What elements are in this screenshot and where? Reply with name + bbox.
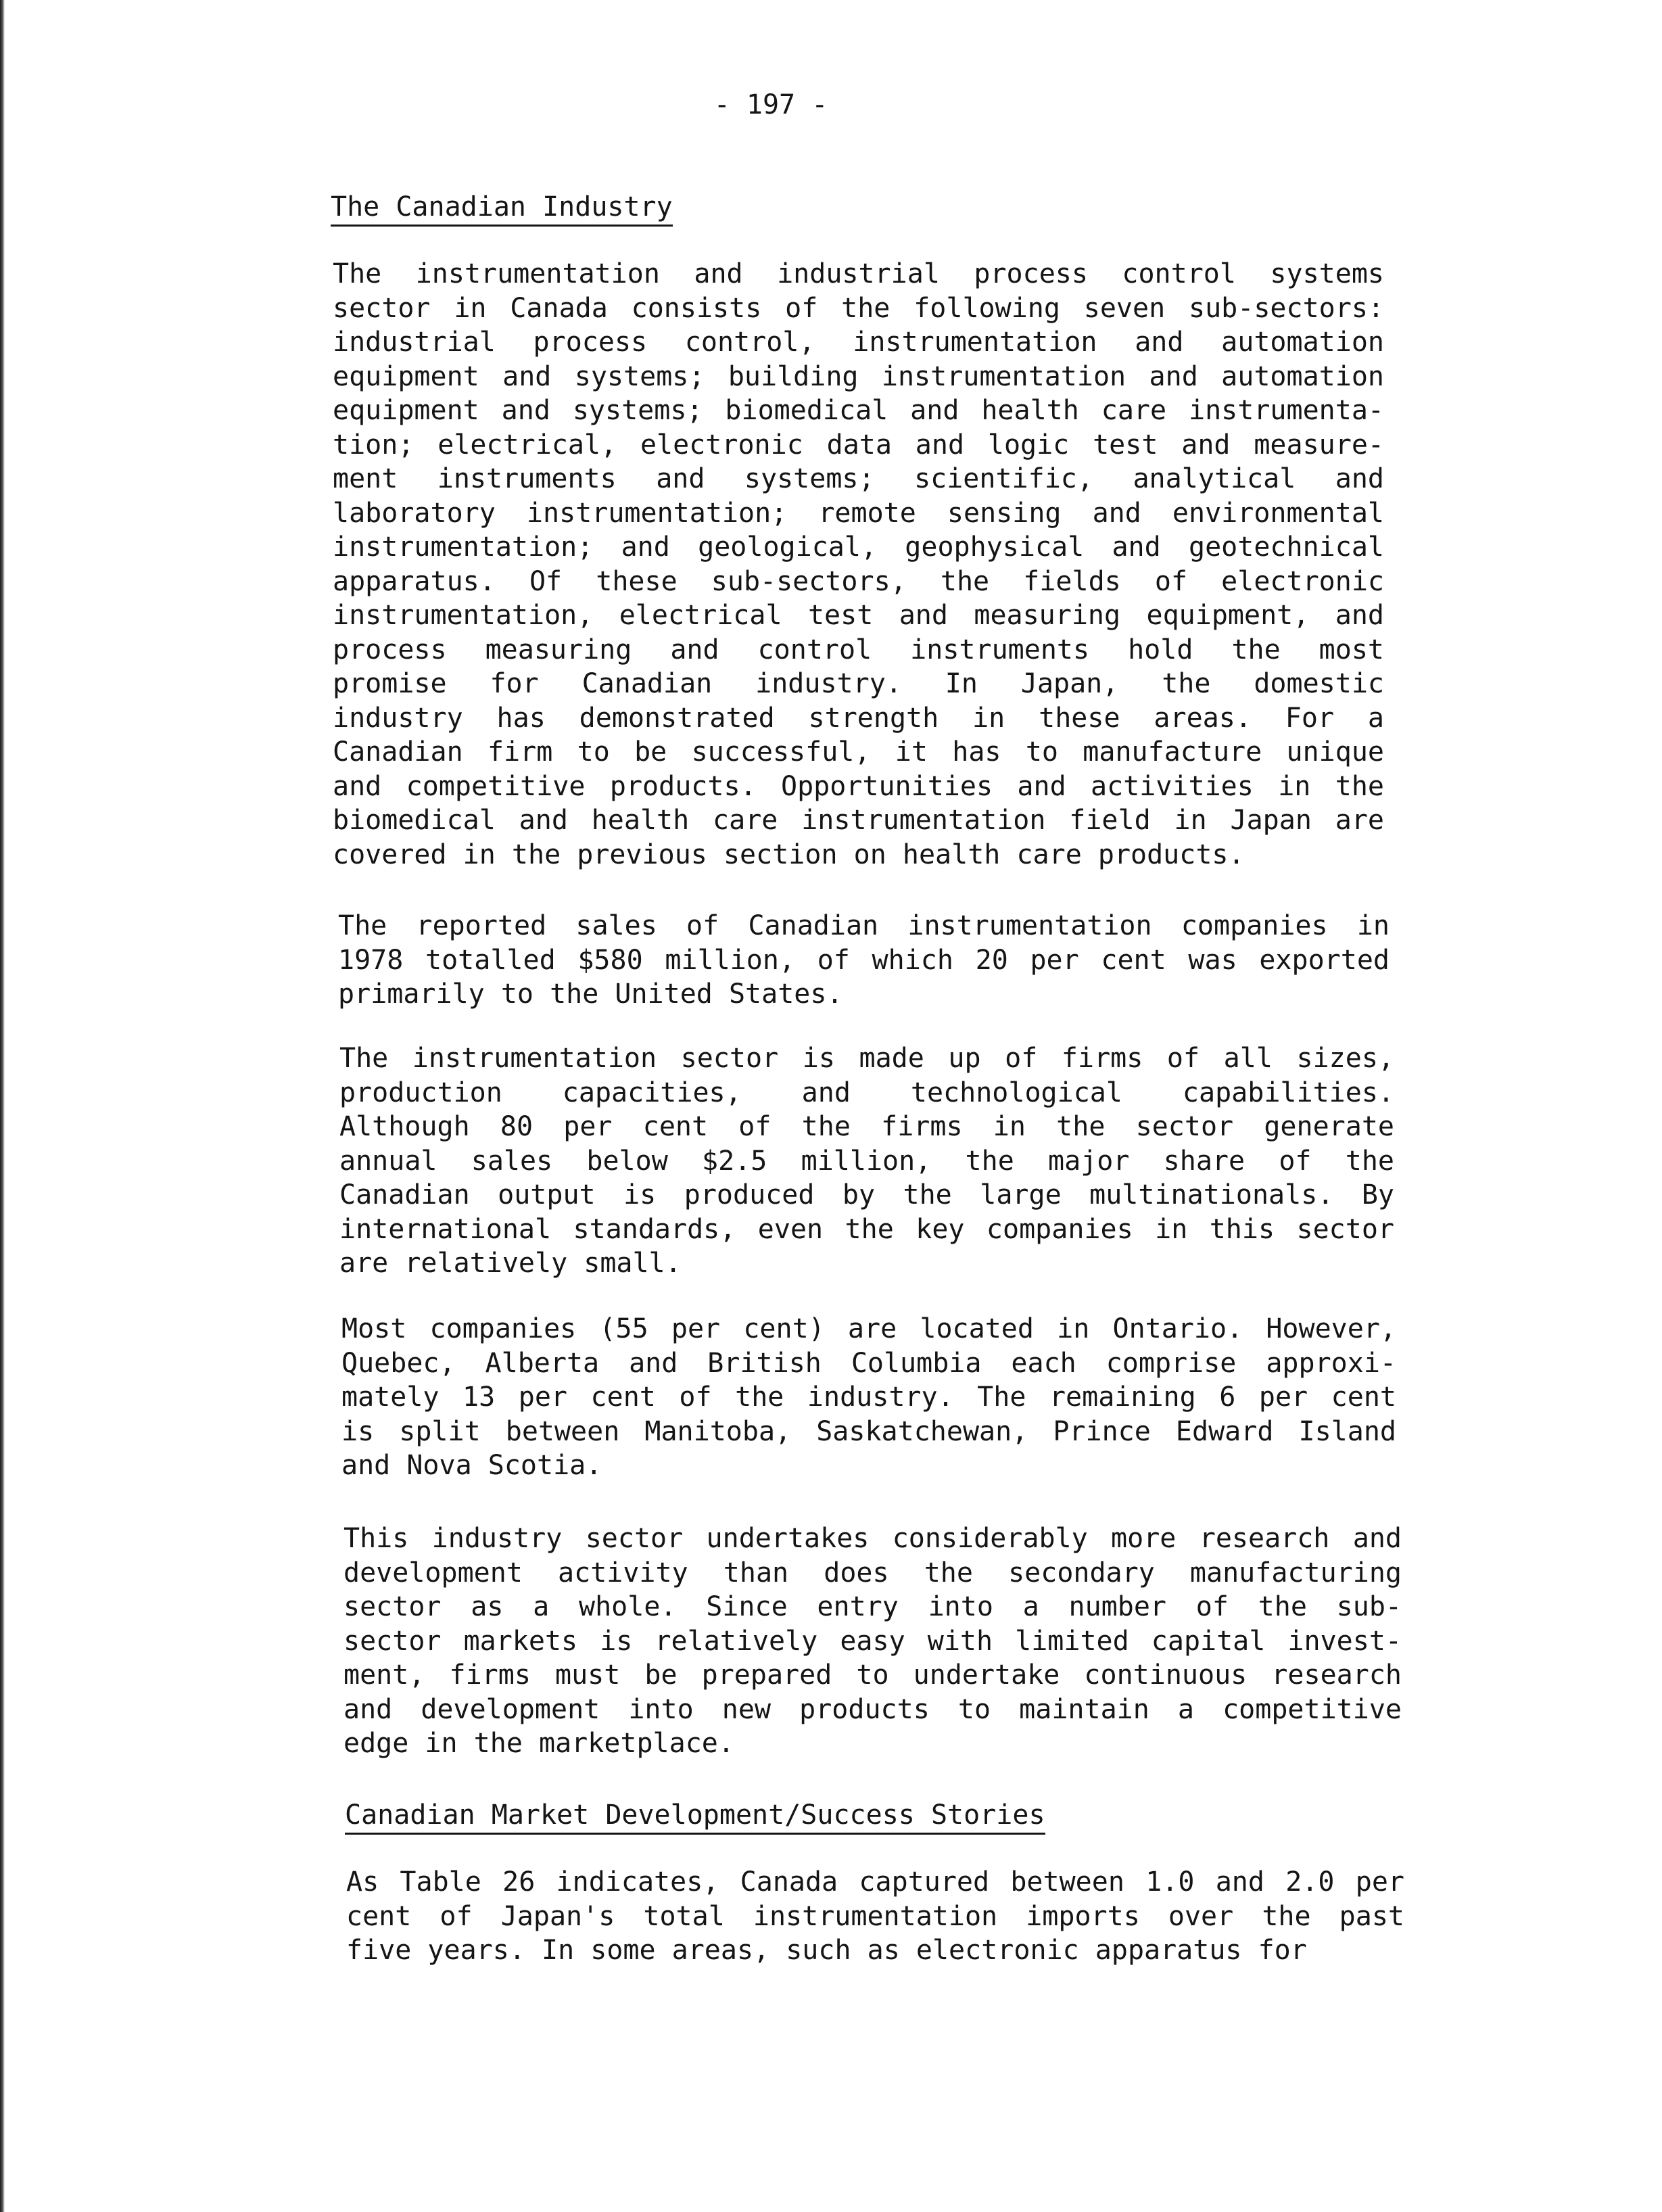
text-line: are relatively small.: [339, 1248, 682, 1279]
text-line: The reported sales of Canadian instrumentation companies in: [338, 910, 1390, 941]
page-left-edge: [0, 0, 5, 2212]
text-line: covered in the previous section on health care products.: [333, 839, 1245, 870]
text-line: international standards, even the key companies in this sector: [339, 1213, 1394, 1245]
text-line: cent of Japan's total instrumentation imports over the past: [346, 1900, 1404, 1932]
text-line: The instrumentation sector is made up of firms of all sizes,: [339, 1043, 1394, 1074]
text-line: is split between Manitoba, Saskatchewan, Prince Edward Island: [341, 1415, 1396, 1447]
paragraph-table-26: [346, 1865, 1404, 1968]
text-line: ment instruments and systems; scientific, analytical and: [333, 463, 1384, 494]
text-line: edge in the marketplace.: [343, 1728, 734, 1759]
text-line: equipment and systems; building instrumentation and automation: [333, 360, 1384, 392]
text-line: process measuring and control instruments hold the most: [333, 634, 1384, 665]
text-line: sector markets is relatively easy with limited capital invest-: [343, 1625, 1402, 1657]
text-line: tion; electrical, electronic data and logic test and measure-: [333, 429, 1384, 461]
paragraph-sub-sectors: [333, 257, 1384, 872]
text-line: 1978 totalled $580 million, of which 20 per cent was exported: [338, 944, 1390, 976]
text-line: Canadian firm to be successful, it has to manufacture unique: [333, 736, 1384, 768]
text-line: instrumentation, electrical test and measuring equipment, and: [333, 600, 1384, 631]
text-line: and development into new products to maintain a competitive: [343, 1693, 1402, 1725]
paragraph-locations: [341, 1312, 1396, 1483]
text-line: sector in Canada consists of the following seven sub-sectors:: [333, 292, 1384, 324]
paragraph-firm-sizes: [339, 1041, 1394, 1281]
text-line: five years. In some areas, such as electronic apparatus for: [346, 1935, 1307, 1966]
section-heading-market-development: Canadian Market Development/Success Stories: [345, 1797, 1045, 1835]
text-line: instrumentation; and geological, geophysical and geotechnical: [333, 532, 1384, 563]
text-line: equipment and systems; biomedical and health care instrumenta-: [333, 395, 1384, 426]
text-line: and competitive products. Opportunities and activities in the: [333, 770, 1384, 802]
text-line: sector as a whole. Since entry into a number of the sub-: [343, 1591, 1402, 1622]
text-line: Most companies (55 per cent) are located in Ontario. However,: [341, 1313, 1396, 1344]
text-line: industrial process control, instrumentation and automation: [333, 327, 1384, 358]
text-line: industry has demonstrated strength in these areas. For a: [333, 702, 1384, 734]
text-line: annual sales below $2.5 million, the major share of the: [339, 1145, 1394, 1177]
text-line: laboratory instrumentation; remote sensing and environmental: [333, 497, 1384, 529]
text-line: This industry sector undertakes considerably more research and: [343, 1523, 1402, 1554]
text-line: ment, firms must be prepared to undertake continuous research: [343, 1660, 1402, 1691]
paragraph-reported-sales: [338, 909, 1390, 1012]
text-line: Quebec, Alberta and British Columbia each comprise approxi-: [341, 1347, 1396, 1379]
paragraph-research-development: [343, 1522, 1402, 1761]
text-line: development activity than does the secondary manufacturing: [343, 1557, 1402, 1589]
text-line: biomedical and health care instrumentation field in Japan are: [333, 805, 1384, 836]
text-line: Canadian output is produced by the large multinationals. By: [339, 1179, 1394, 1210]
text-line: Although 80 per cent of the firms in the sector generate: [339, 1111, 1394, 1142]
text-line: The instrumentation and industrial process control systems: [333, 258, 1384, 289]
text-line: primarily to the United States.: [338, 979, 843, 1010]
text-line: promise for Canadian industry. In Japan, the domestic: [333, 668, 1384, 699]
text-line: apparatus. Of these sub-sectors, the fields of electronic: [333, 565, 1384, 597]
text-line: and Nova Scotia.: [341, 1450, 602, 1481]
text-line: As Table 26 indicates, Canada captured between 1.0 and 2.0 per: [346, 1866, 1404, 1898]
text-line: production capacities, and technological capabilities.: [339, 1077, 1394, 1108]
page-number: - 197 -: [713, 89, 828, 120]
text-line: mately 13 per cent of the industry. The remaining 6 per cent: [341, 1382, 1396, 1413]
section-heading-canadian-industry: The Canadian Industry: [331, 189, 673, 227]
